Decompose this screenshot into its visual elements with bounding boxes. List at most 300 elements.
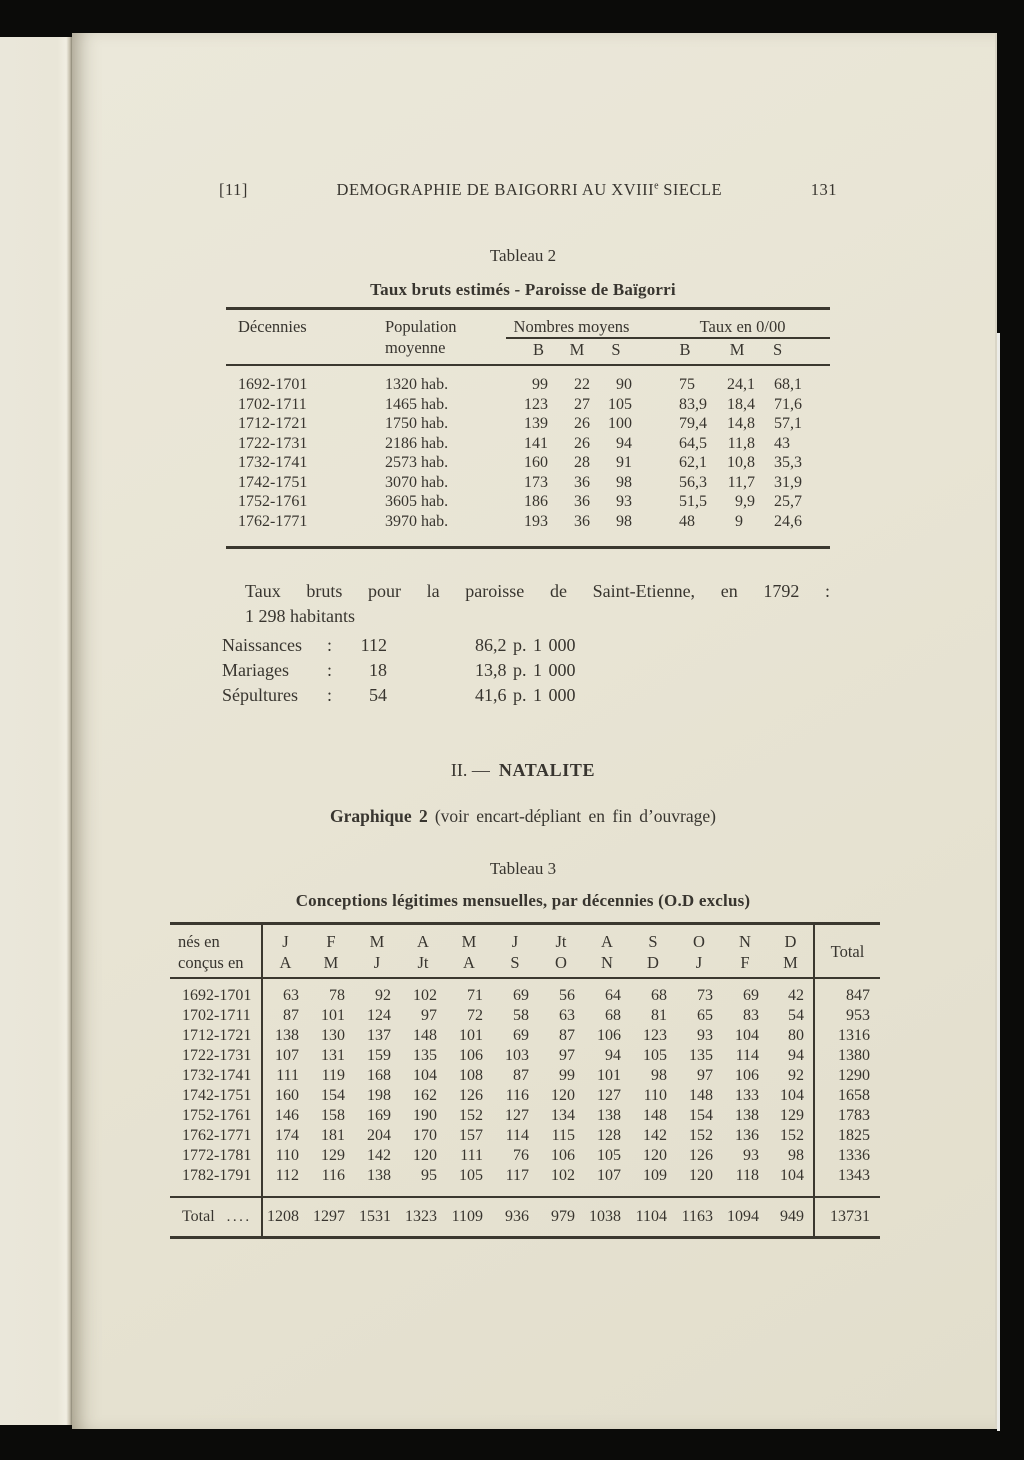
month-value: 114 <box>735 1047 759 1064</box>
table2-cell: 1702-1711 <box>238 395 307 413</box>
month-born-letter: M <box>461 932 477 951</box>
table2-cell: 1320 hab. <box>385 376 449 393</box>
table2-cell <box>719 473 767 493</box>
subcolumn-b: B <box>515 338 562 365</box>
vital-row-mariages <box>222 660 702 685</box>
month-value: 157 <box>459 1127 483 1144</box>
table2-cell <box>719 434 767 454</box>
running-title-superscript: e <box>654 180 659 192</box>
month-born-letter: S <box>648 932 658 951</box>
table2-cell <box>637 492 719 512</box>
taux-integer: 62 <box>679 454 696 471</box>
month-value: 63 <box>559 1007 575 1024</box>
taux-integer: 11 <box>727 434 744 452</box>
table2-cell <box>767 395 830 415</box>
month-born-letter: N <box>739 932 751 951</box>
month-conceived-letter: M <box>783 953 798 972</box>
month-value: 120 <box>689 1167 713 1184</box>
table2-row <box>226 492 830 512</box>
table2-cell: 93 <box>616 493 633 510</box>
month-value: 63 <box>283 987 299 1004</box>
concus-en-label: conçus en <box>178 953 244 972</box>
table2-cell <box>637 473 719 493</box>
month-born-letter: J <box>282 932 289 951</box>
subcolumn-s: S <box>746 338 809 365</box>
month-value: 116 <box>321 1167 345 1184</box>
table2-cell <box>719 395 767 415</box>
table3-total-row <box>170 1197 880 1236</box>
table2-cell: 2186 hab. <box>385 434 449 452</box>
month-conceived-letter: J <box>695 953 703 972</box>
month-value: 118 <box>735 1167 759 1184</box>
column-total: 979 <box>538 1197 584 1236</box>
vital-label: Mariages <box>222 660 289 680</box>
month-value: 134 <box>551 1107 575 1124</box>
taux-fraction: ,6 <box>790 395 803 413</box>
month-value: 154 <box>689 1107 713 1124</box>
month-value: 146 <box>275 1107 299 1124</box>
group-taux: Taux en 0/00 <box>637 310 830 338</box>
month-column-header <box>400 925 446 978</box>
vital-value: 112 <box>360 635 387 655</box>
page-number: 131 <box>810 180 837 199</box>
column-total: 1038 <box>584 1197 630 1236</box>
table2 <box>226 310 830 546</box>
table2-cell: 26 <box>574 415 590 432</box>
month-value: 87 <box>283 1007 299 1024</box>
taux-integer: 64 <box>679 434 696 452</box>
month-value: 95 <box>421 1167 437 1184</box>
month-value: 68 <box>605 1007 621 1024</box>
month-value: 120 <box>551 1087 575 1104</box>
decade-label: 1762-1771 <box>170 1126 262 1146</box>
month-value: 116 <box>505 1087 529 1104</box>
month-value: 120 <box>413 1147 437 1164</box>
month-value: 110 <box>643 1087 667 1104</box>
taux-fraction: ,4 <box>695 415 708 432</box>
taux-fraction: ,8 <box>743 454 756 471</box>
taux-integer: 57 <box>774 415 791 432</box>
vital-rate: 86,2 p. 1 000 <box>475 635 576 655</box>
taux-integer: 31 <box>774 473 791 491</box>
taux-integer: 71 <box>774 395 791 413</box>
month-value: 148 <box>689 1087 713 1104</box>
column-total: 1323 <box>400 1197 446 1236</box>
vital-row-naissances <box>222 635 702 660</box>
taux-integer: 14 <box>727 415 744 432</box>
month-value: 102 <box>413 987 437 1004</box>
table2-cell <box>637 512 719 547</box>
month-value: 138 <box>367 1167 391 1184</box>
taux-fraction: ,8 <box>743 415 756 432</box>
decade-label: 1702-1711 <box>170 1006 262 1026</box>
table2-cell <box>719 512 767 547</box>
month-value: 106 <box>459 1047 483 1064</box>
month-value: 112 <box>275 1167 299 1184</box>
folio-index: [11] <box>219 180 248 199</box>
taux-fraction: ,1 <box>790 376 803 393</box>
month-value: 126 <box>459 1087 483 1104</box>
vital-value: 18 <box>369 660 387 680</box>
month-value: 102 <box>551 1167 575 1184</box>
table3-row <box>170 1066 880 1086</box>
table3-row <box>170 1086 880 1106</box>
month-value: 107 <box>275 1047 299 1064</box>
month-conceived-letter: F <box>740 953 750 972</box>
month-value: 126 <box>689 1147 713 1164</box>
month-value: 94 <box>788 1047 804 1064</box>
month-value: 133 <box>735 1087 759 1104</box>
taux-fraction: ,3 <box>790 454 803 471</box>
table3-row <box>170 1006 880 1026</box>
row-total: 847 <box>814 978 880 1006</box>
month-born-letter: J <box>511 932 519 951</box>
month-value: 129 <box>321 1147 345 1164</box>
month-value: 92 <box>375 987 391 1004</box>
table2-cell: 36 <box>574 512 590 530</box>
table2-cell: 26 <box>574 434 590 452</box>
taux-fraction: ,5 <box>695 493 708 510</box>
nes-en-label: nés en <box>178 932 220 951</box>
taux-fraction: ,9 <box>743 493 756 510</box>
table2-cell: 3070 hab. <box>385 473 449 491</box>
month-born-letter: A <box>601 932 613 951</box>
month-value: 148 <box>413 1027 437 1044</box>
month-column-header <box>630 925 676 978</box>
month-value: 128 <box>597 1127 621 1144</box>
month-value: 65 <box>697 1007 713 1024</box>
table2-header-row-1 <box>226 310 830 338</box>
vital-label: Sépultures <box>222 685 298 705</box>
table2-body <box>226 365 830 546</box>
table2-cell: 1750 hab. <box>385 415 449 432</box>
month-born-letter: Jt <box>555 932 567 951</box>
table2-cell: 94 <box>616 434 633 452</box>
column-decennies: Décennies <box>226 310 376 365</box>
table3-wrapper <box>170 922 880 1239</box>
month-value: 181 <box>321 1127 345 1144</box>
table2-cell: 90 <box>616 376 633 393</box>
month-value: 93 <box>743 1147 759 1164</box>
month-column-header <box>676 925 722 978</box>
table2-cell: 105 <box>608 395 633 413</box>
month-value: 97 <box>421 1007 437 1024</box>
month-value: 69 <box>513 1027 529 1044</box>
table2-cell: 27 <box>574 395 590 413</box>
month-value: 76 <box>513 1147 529 1164</box>
month-value: 154 <box>321 1087 345 1104</box>
table2-cell: 160 <box>524 454 548 471</box>
month-value: 135 <box>689 1047 713 1064</box>
month-value: 64 <box>605 987 621 1004</box>
month-value: 190 <box>413 1107 437 1124</box>
month-column-header <box>538 925 584 978</box>
taux-integer: 83 <box>679 395 696 413</box>
month-value: 98 <box>651 1067 667 1084</box>
month-born-letter: F <box>326 932 336 951</box>
table2-cell <box>767 414 830 434</box>
month-value: 104 <box>780 1087 804 1104</box>
taux-integer: 51 <box>679 493 696 510</box>
table2-cell <box>637 395 719 415</box>
column-total: 1163 <box>676 1197 722 1236</box>
table2-cell <box>767 512 830 547</box>
month-value: 142 <box>643 1127 667 1144</box>
column-total: 949 <box>768 1197 814 1236</box>
month-value: 204 <box>367 1127 391 1144</box>
decade-label: 1732-1741 <box>170 1066 262 1086</box>
table2-cell <box>767 492 830 512</box>
running-head <box>219 180 837 200</box>
total-label: Total <box>182 1208 215 1225</box>
decade-label: 1752-1761 <box>170 1106 262 1126</box>
table2-cell: 99 <box>532 376 548 393</box>
month-value: 117 <box>505 1167 529 1184</box>
month-value: 136 <box>735 1127 759 1144</box>
month-conceived-letter: M <box>323 953 339 972</box>
running-title <box>337 180 723 200</box>
taux-fraction: ,8 <box>743 434 756 452</box>
table3-row <box>170 1166 880 1197</box>
taux-integer: 56 <box>679 473 696 491</box>
month-value: 119 <box>321 1067 345 1084</box>
month-value: 111 <box>276 1067 299 1084</box>
table2-cell: 1762-1771 <box>238 512 308 530</box>
month-value: 87 <box>559 1027 575 1044</box>
graphique-note: (voir encart-dépliant en fin d’ouvrage) <box>434 806 716 826</box>
month-value: 58 <box>513 1007 529 1024</box>
column-total: 1297 <box>308 1197 354 1236</box>
month-born-letter: A <box>417 932 429 951</box>
table3-row <box>170 1146 880 1166</box>
month-value: 42 <box>788 987 804 1004</box>
month-column-header <box>262 925 308 978</box>
decade-label: 1772-1781 <box>170 1146 262 1166</box>
table2-cell: 1732-1741 <box>238 454 308 471</box>
taux-fraction: ,1 <box>695 454 708 471</box>
decade-label: 1722-1731 <box>170 1046 262 1066</box>
month-value: 170 <box>413 1127 437 1144</box>
month-value: 108 <box>459 1067 483 1084</box>
paragraph-line-1: Taux bruts pour la paroisse de Saint-Etienne, en 1792 : <box>245 581 830 601</box>
taux-integer: 24 <box>727 376 744 393</box>
subcolumn-s: S <box>595 338 637 365</box>
month-value: 159 <box>367 1047 391 1064</box>
month-value: 104 <box>413 1067 437 1084</box>
column-population <box>376 310 506 365</box>
table3-row <box>170 1126 880 1146</box>
section-number: II. — <box>450 760 490 780</box>
taux-integer: 79 <box>679 415 696 432</box>
month-value: 138 <box>735 1107 759 1124</box>
table2-cell: 139 <box>524 415 548 432</box>
month-value: 94 <box>605 1047 621 1064</box>
month-value: 101 <box>321 1007 345 1024</box>
table2-cell <box>637 453 719 473</box>
graphique-label: Graphique 2 <box>329 806 428 826</box>
month-value: 104 <box>780 1167 804 1184</box>
month-value: 115 <box>551 1127 575 1144</box>
month-value: 71 <box>467 987 483 1004</box>
subcolumn-m: M <box>556 338 598 365</box>
vital-colon: : <box>327 685 333 705</box>
taux-integer: 43 <box>774 434 791 452</box>
month-born-letter: D <box>784 932 797 951</box>
table3-row <box>170 1106 880 1126</box>
subcolumn-b: B <box>644 338 726 365</box>
month-value: 127 <box>505 1107 529 1124</box>
month-value: 68 <box>651 987 667 1004</box>
table3-header <box>170 925 880 978</box>
column-total: 1094 <box>722 1197 768 1236</box>
table2-cell: 141 <box>524 434 548 452</box>
month-conceived-letter: J <box>373 953 381 972</box>
row-total: 1290 <box>814 1066 880 1086</box>
table2-header <box>226 310 830 365</box>
table2-cell: 193 <box>524 512 548 530</box>
month-value: 103 <box>505 1047 529 1064</box>
taux-fraction: ,4 <box>743 395 756 413</box>
table2-row <box>226 395 830 415</box>
table3 <box>170 925 880 1236</box>
month-value: 148 <box>643 1107 667 1124</box>
total-leader-dots: .... <box>226 1209 252 1225</box>
month-value: 80 <box>788 1027 804 1044</box>
month-value: 135 <box>413 1047 437 1064</box>
vital-colon: : <box>327 660 333 680</box>
vital-label: Naissances <box>222 635 302 655</box>
month-conceived-letter: Jt <box>417 953 429 972</box>
taux-integer: 35 <box>774 454 791 471</box>
month-value: 138 <box>275 1027 299 1044</box>
month-value: 105 <box>597 1147 621 1164</box>
month-value: 110 <box>275 1147 299 1164</box>
table2-cell <box>767 453 830 473</box>
population-label-line1: Population <box>385 317 457 336</box>
month-value: 106 <box>551 1147 575 1164</box>
taux-fraction: ,1 <box>790 415 803 432</box>
section-heading-natalite <box>213 759 833 781</box>
month-value: 78 <box>329 987 345 1004</box>
month-value: 129 <box>780 1107 804 1124</box>
table2-wrapper <box>226 307 830 549</box>
table2-cell: 186 <box>524 493 548 510</box>
month-value: 152 <box>459 1107 483 1124</box>
decade-label: 1742-1751 <box>170 1086 262 1106</box>
month-value: 54 <box>788 1007 804 1024</box>
month-value: 107 <box>597 1167 621 1184</box>
row-total: 1380 <box>814 1046 880 1066</box>
taux-integer: 75 <box>679 376 696 393</box>
table3-body <box>170 978 880 1197</box>
column-total: 1531 <box>354 1197 400 1236</box>
month-value: 152 <box>689 1127 713 1144</box>
month-column-header <box>768 925 814 978</box>
month-value: 106 <box>735 1067 759 1084</box>
taux-integer: 25 <box>774 493 791 510</box>
month-column-header <box>492 925 538 978</box>
saint-etienne-paragraph <box>226 579 830 629</box>
running-title-end: SIECLE <box>658 180 723 199</box>
row-label-header <box>170 925 262 978</box>
group-nombres-moyens: Nombres moyens <box>506 310 637 338</box>
grand-total-cell: 13731 <box>814 1197 880 1236</box>
month-value: 152 <box>780 1127 804 1144</box>
month-value: 111 <box>460 1147 483 1164</box>
taux-fraction: ,7 <box>790 493 803 510</box>
taux-fraction: ,9 <box>790 473 803 491</box>
month-value: 120 <box>643 1147 667 1164</box>
month-value: 105 <box>643 1047 667 1064</box>
month-conceived-letter: S <box>510 953 520 972</box>
table2-row <box>226 414 830 434</box>
taux-fraction: ,1 <box>743 376 756 393</box>
taux-integer: 18 <box>727 395 744 413</box>
table2-cell: 1742-1751 <box>238 473 308 491</box>
column-total: 1208 <box>262 1197 308 1236</box>
table2-cell: 1722-1731 <box>238 434 308 452</box>
month-value: 83 <box>743 1007 759 1024</box>
month-value: 92 <box>788 1067 804 1084</box>
month-value: 73 <box>697 987 713 1004</box>
table2-cell <box>637 434 719 454</box>
month-value: 87 <box>513 1067 529 1084</box>
taux-integer: 24 <box>774 512 791 530</box>
month-conceived-letter: O <box>555 953 567 972</box>
month-value: 158 <box>321 1107 345 1124</box>
month-born-letter: O <box>693 932 705 951</box>
month-value: 81 <box>651 1007 667 1024</box>
subcolumn-m: M <box>713 338 761 365</box>
month-value: 56 <box>559 987 575 1004</box>
column-total: 1109 <box>446 1197 492 1236</box>
table2-cell: 1712-1721 <box>238 415 308 432</box>
table2-cell: 36 <box>574 473 590 491</box>
table2-cell <box>719 453 767 473</box>
taux-integer: 10 <box>727 454 744 471</box>
vital-value: 54 <box>369 685 387 705</box>
month-value: 124 <box>367 1007 391 1024</box>
month-value: 69 <box>513 987 529 1004</box>
table2-cell: 28 <box>574 454 590 471</box>
taux-fraction: ,3 <box>695 473 708 491</box>
vital-rate: 41,6 p. 1 000 <box>475 685 576 705</box>
table2-caption: Tableau 2 <box>489 246 557 265</box>
month-value: 72 <box>467 1007 483 1024</box>
table2-row <box>226 453 830 473</box>
column-total: 1104 <box>630 1197 676 1236</box>
previous-page-edge <box>0 37 72 1425</box>
table2-row <box>226 512 830 547</box>
month-born-letter: M <box>369 932 385 951</box>
vital-colon: : <box>327 635 333 655</box>
table2-cell: 1692-1701 <box>238 376 308 393</box>
row-total: 1336 <box>814 1146 880 1166</box>
month-value: 106 <box>597 1027 621 1044</box>
table2-cell: 98 <box>616 512 633 530</box>
table2-cell: 98 <box>616 473 633 491</box>
total-label-cell <box>170 1197 262 1236</box>
taux-integer: 11 <box>727 473 744 491</box>
month-value: 97 <box>697 1067 713 1084</box>
taux-fraction: ,5 <box>695 434 708 452</box>
month-value: 101 <box>459 1027 483 1044</box>
month-conceived-letter: A <box>279 953 292 972</box>
month-value: 168 <box>367 1067 391 1084</box>
taux-fraction: ,9 <box>695 395 708 413</box>
taux-fraction: ,7 <box>743 473 756 491</box>
table2-cell <box>637 414 719 434</box>
